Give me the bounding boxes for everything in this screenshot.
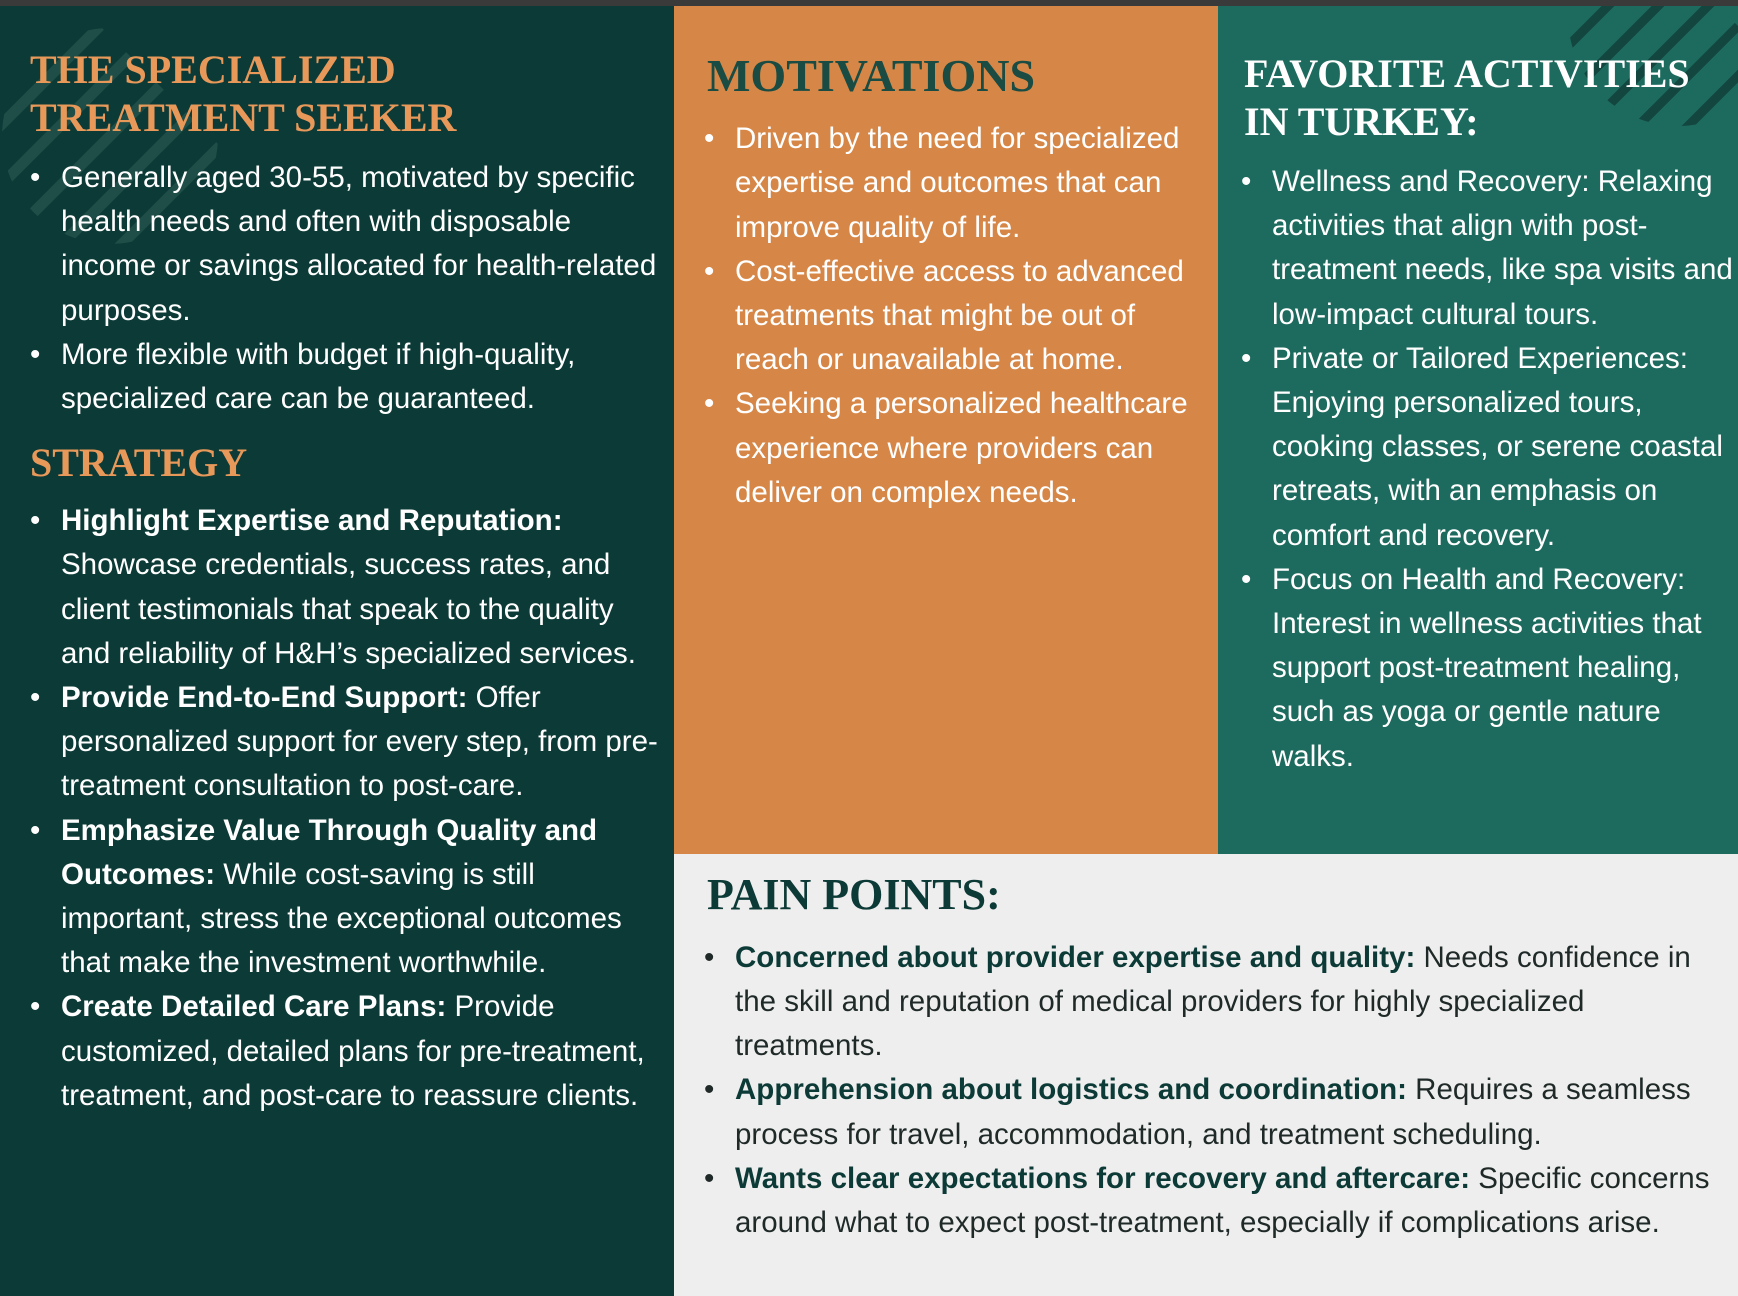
strategy-item-text: Provide customized, detailed plans for pre-treatment, treatment, and post-care to reassure clients.: [61, 990, 645, 1112]
activities-title: [1244, 50, 1736, 146]
pain-point-item: [704, 1157, 1729, 1245]
persona-title: [30, 46, 670, 142]
motivation-item: • Seeking a personalized healthcare experience where providers can deliver on complex needs.: [704, 382, 1214, 515]
strategy-item-heading: Create Detailed Care Plans:: [61, 990, 447, 1024]
motivations-list: [704, 117, 1214, 515]
motivations-title: MOTIVATIONS: [707, 50, 1036, 101]
strategy-item: [30, 676, 670, 809]
activities-list: [1241, 160, 1736, 779]
pain-points-title: PAIN POINTS:: [707, 870, 1001, 919]
pain-point-item: [704, 936, 1729, 1069]
strategy-item-text: While cost-saving is still important, stress the exceptional outcomes that make the investment worthwhile.: [61, 857, 622, 980]
pain-point-heading: Apprehension about logistics and coordination:: [735, 1073, 1407, 1107]
persona-bullet: • More flexible with budget if high-quality, specialized care can be guaranteed.: [30, 333, 670, 421]
pain-point-heading: Concerned about provider expertise and quality:: [735, 940, 1416, 974]
strategy-item-heading: Highlight Expertise and Reputation:: [61, 504, 563, 538]
activities-title-line2: IN TURKEY:: [1244, 99, 1479, 144]
strategy-item: [30, 499, 670, 676]
strategy-item-text: Showcase credentials, success rates, and client testimonials that speak to the quality and reliability of H&H’s specialized services.: [61, 548, 636, 670]
motivations-panel: [674, 6, 1218, 854]
persona-title-line2: TREATMENT SEEKER: [30, 95, 457, 140]
strategy-item: [30, 985, 670, 1118]
pain-point-text: Requires a seamless process for travel, accommodation, and treatment scheduling.: [735, 1073, 1691, 1151]
activity-item: • Focus on Health and Recovery: Interest in wellness activities that support post-treatment healing, such as yoga or gentle nature walks.: [1241, 558, 1736, 779]
activity-item: • Private or Tailored Experiences: Enjoying personalized tours, cooking classes, or serene coastal retreats, with an emphasis on comfort and recovery.: [1241, 337, 1736, 558]
persona-bullet: • Generally aged 30-55, motivated by specific health needs and often with disposable income or savings allocated for health-related purposes.: [30, 156, 670, 333]
pain-points-list: [704, 936, 1729, 1245]
strategy-item: [30, 809, 670, 986]
pain-point-text: Specific concerns around what to expect post-treatment, especially if complications arise.: [735, 1161, 1710, 1240]
motivation-item: • Driven by the need for specialized expertise and outcomes that can improve quality of life.: [704, 117, 1214, 250]
persona-title-line1: THE SPECIALIZED: [30, 47, 396, 92]
persona-list: [30, 156, 670, 421]
strategy-item-heading: Provide End-to-End Support:: [61, 681, 468, 715]
pain-point-text: Needs confidence in the skill and reputation of medical providers for highly specialized treatments.: [735, 940, 1691, 1063]
motivation-item: • Cost-effective access to advanced treatments that might be out of reach or unavailable at home.: [704, 250, 1214, 383]
activities-title-line1: FAVORITE ACTIVITIES: [1244, 51, 1690, 96]
pain-point-heading: Wants clear expectations for recovery and aftercare:: [735, 1161, 1471, 1195]
strategy-item-heading: Emphasize Value Through Quality and Outcomes:: [61, 813, 598, 891]
activities-panel: [1218, 6, 1738, 854]
persona-strategy-panel: [0, 6, 674, 1296]
pain-point-item: [704, 1068, 1729, 1156]
strategy-list: [30, 499, 670, 1118]
pain-points-panel: [674, 854, 1738, 1296]
strategy-item-text: Offer personalized support for every step, from pre-treatment consultation to post-care.: [61, 681, 658, 803]
activity-item: • Wellness and Recovery: Relaxing activities that align with post-treatment needs, like spa visits and low-impact cultural tours.: [1241, 160, 1736, 337]
strategy-title: STRATEGY: [30, 440, 248, 486]
